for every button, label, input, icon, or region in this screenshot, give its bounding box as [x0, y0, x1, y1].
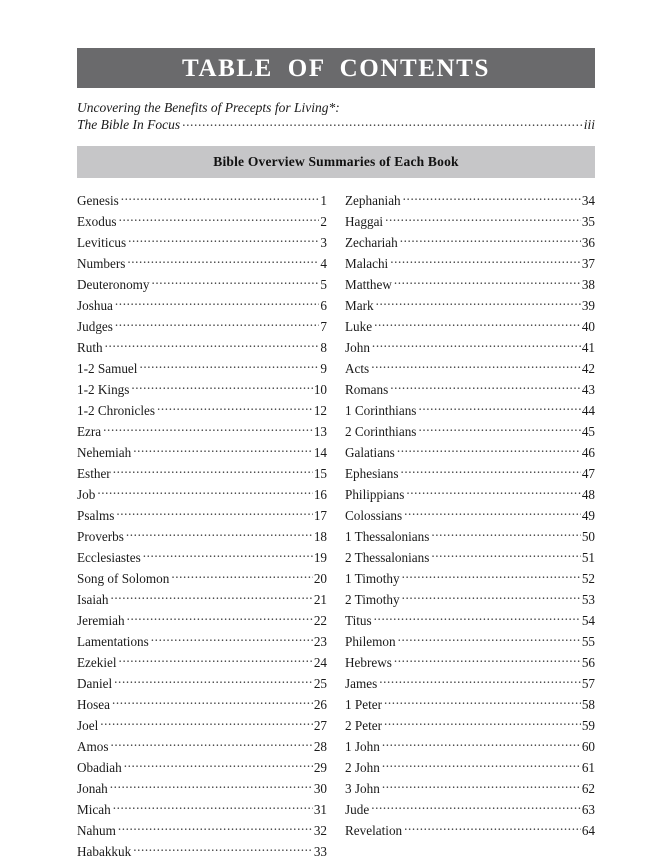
toc-entry[interactable] [77, 295, 327, 316]
toc-entry-title: 2 Corinthians [345, 424, 417, 439]
dot-leader [124, 759, 313, 772]
toc-entry[interactable] [345, 736, 595, 757]
toc-entry-title: 1 Thessalonians [345, 529, 430, 544]
toc-entry[interactable] [345, 316, 595, 337]
toc-entry-page-number: 24 [313, 655, 327, 670]
dot-leader [400, 234, 581, 247]
toc-entry-title: Ephesians [345, 466, 399, 481]
toc-entry-page-number: 61 [581, 760, 595, 775]
toc-entry-page-number: 38 [581, 277, 595, 292]
toc-entry-page-number: 12 [313, 403, 327, 418]
toc-entry-page-number: 6 [320, 298, 327, 313]
toc-entry[interactable] [77, 253, 327, 274]
toc-entry-page-number: 18 [313, 529, 327, 544]
dot-leader [116, 507, 312, 520]
toc-entry-page-number: 60 [581, 739, 595, 754]
toc-entry-title: Daniel [77, 676, 113, 691]
toc-columns [77, 190, 595, 862]
toc-entry[interactable] [77, 589, 327, 610]
dot-leader [121, 192, 320, 205]
toc-entry[interactable] [77, 463, 327, 484]
toc-entry-page-number: 49 [581, 508, 595, 523]
dot-leader [390, 381, 581, 394]
toc-entry[interactable] [345, 652, 595, 673]
toc-entry[interactable] [77, 610, 327, 631]
toc-entry[interactable] [345, 358, 595, 379]
dot-leader [133, 444, 313, 457]
dot-leader [127, 612, 313, 625]
dot-leader [404, 507, 581, 520]
toc-entry[interactable] [345, 505, 595, 526]
dot-leader [431, 549, 580, 562]
toc-entry-page-number: 9 [320, 361, 327, 376]
toc-entry-title: 1-2 Samuel [77, 361, 138, 376]
toc-entry-title: Isaiah [77, 592, 109, 607]
dot-leader [406, 486, 580, 499]
toc-entry-title: Matthew [345, 277, 392, 292]
dot-leader [400, 465, 580, 478]
dot-leader [112, 696, 313, 709]
toc-entry-title: Joshua [77, 298, 113, 313]
toc-entry[interactable] [345, 568, 595, 589]
toc-entry-title: Genesis [77, 193, 119, 208]
dot-leader [371, 801, 581, 814]
toc-entry-title: Jeremiah [77, 613, 125, 628]
toc-entry[interactable] [77, 652, 327, 673]
toc-entry-title: Hebrews [345, 655, 392, 670]
toc-entry-page-number: 19 [313, 550, 327, 565]
toc-entry[interactable] [345, 442, 595, 463]
toc-entry[interactable] [345, 694, 595, 715]
toc-entry[interactable] [345, 673, 595, 694]
toc-entry-page-number: 16 [313, 487, 327, 502]
dot-leader [374, 612, 581, 625]
dot-leader [143, 549, 313, 562]
section-header-title: Bible Overview Summaries of Each Book [213, 154, 459, 169]
toc-entry-title: Colossians [345, 508, 403, 523]
toc-entry-page-number: 30 [313, 781, 327, 796]
dot-leader [390, 255, 581, 268]
toc-entry[interactable] [345, 526, 595, 547]
toc-entry-page-number: 43 [581, 382, 595, 397]
toc-entry-title: Acts [345, 361, 370, 376]
toc-entry[interactable] [77, 547, 327, 568]
toc-entry-title: Habakkuk [77, 844, 132, 859]
toc-entry[interactable] [345, 337, 595, 358]
toc-entry-title: 2 John [345, 760, 380, 775]
toc-entry-title: Esther [77, 466, 111, 481]
dot-leader [371, 360, 581, 373]
toc-entry[interactable] [77, 526, 327, 547]
toc-left-column [77, 190, 327, 862]
dot-leader [382, 738, 581, 751]
toc-entry-title: Titus [345, 613, 372, 628]
toc-entry-title: 2 Peter [345, 718, 382, 733]
toc-entry-title: 2 Timothy [345, 592, 400, 607]
toc-entry-title: Philemon [345, 634, 396, 649]
toc-entry[interactable] [77, 736, 327, 757]
toc-entry-page-number: 55 [581, 634, 595, 649]
toc-entry-page-number: 34 [581, 193, 595, 208]
dot-leader [126, 528, 313, 541]
toc-entry[interactable] [77, 358, 327, 379]
dot-leader [115, 318, 320, 331]
toc-entry-title: 1 Corinthians [345, 403, 417, 418]
toc-entry-title: Zephaniah [345, 193, 401, 208]
toc-entry[interactable] [77, 715, 327, 736]
toc-entry-page-number: 23 [313, 634, 327, 649]
front-matter-line-2-row[interactable] [77, 116, 595, 133]
dot-leader [397, 444, 581, 457]
toc-entry-page-number: 21 [313, 592, 327, 607]
toc-entry[interactable] [77, 442, 327, 463]
toc-entry-page-number: 37 [581, 256, 595, 271]
page-title-bar [77, 48, 595, 88]
dot-leader [379, 675, 581, 688]
toc-entry[interactable] [345, 715, 595, 736]
toc-right-column [345, 190, 595, 862]
toc-entry-title: Nehemiah [77, 445, 132, 460]
toc-entry-title: 1-2 Chronicles [77, 403, 156, 418]
dot-leader [115, 297, 320, 310]
toc-entry-page-number: 39 [581, 298, 595, 313]
toc-entry-title: 3 John [345, 781, 380, 796]
toc-entry-title: Nahum [77, 823, 116, 838]
toc-entry[interactable] [345, 274, 595, 295]
dot-leader [404, 822, 581, 835]
toc-entry[interactable] [345, 484, 595, 505]
dot-leader [182, 116, 583, 129]
toc-entry-page-number: 58 [581, 697, 595, 712]
toc-entry-page-number: 7 [320, 319, 327, 334]
toc-entry-title: 1 Peter [345, 697, 382, 712]
toc-entry-page-number: 48 [581, 487, 595, 502]
toc-entry-title: Ruth [77, 340, 103, 355]
toc-entry[interactable] [77, 778, 327, 799]
dot-leader [127, 255, 319, 268]
front-matter-line-1: Uncovering the Benefits of Precepts for Living*: [77, 100, 340, 115]
toc-entry[interactable] [77, 316, 327, 337]
dot-leader [110, 780, 313, 793]
toc-entry[interactable] [345, 190, 595, 211]
toc-entry[interactable] [345, 610, 595, 631]
toc-entry-page-number: 57 [581, 676, 595, 691]
dot-leader [418, 402, 580, 415]
dot-leader [119, 213, 320, 226]
toc-entry-page-number: 44 [581, 403, 595, 418]
dot-leader [403, 192, 581, 205]
toc-entry[interactable] [345, 757, 595, 778]
toc-entry-page-number: 51 [581, 550, 595, 565]
toc-entry-title: Ecclesiastes [77, 550, 141, 565]
dot-leader [384, 717, 581, 730]
toc-entry-page-number: 8 [320, 340, 327, 355]
toc-entry-page-number: 20 [313, 571, 327, 586]
toc-entry[interactable] [345, 631, 595, 652]
dot-leader [113, 801, 313, 814]
toc-entry-page-number: 26 [313, 697, 327, 712]
toc-entry[interactable] [77, 757, 327, 778]
dot-leader [139, 360, 319, 373]
toc-entry[interactable] [77, 421, 327, 442]
toc-entry[interactable] [345, 379, 595, 400]
toc-entry-page-number: 56 [581, 655, 595, 670]
toc-entry[interactable] [345, 295, 595, 316]
toc-entry[interactable] [77, 400, 327, 421]
toc-entry[interactable] [77, 568, 327, 589]
toc-entry[interactable] [345, 820, 595, 841]
toc-entry-title: Deuteronomy [77, 277, 150, 292]
toc-entry-title: Galatians [345, 445, 395, 460]
toc-entry-page-number: 52 [581, 571, 595, 586]
toc-entry[interactable] [77, 484, 327, 505]
toc-entry[interactable] [77, 337, 327, 358]
toc-entry-page-number: 31 [313, 802, 327, 817]
toc-entry[interactable] [77, 799, 327, 820]
toc-entry-page-number: 15 [313, 466, 327, 481]
toc-entry[interactable] [77, 505, 327, 526]
toc-entry-page-number: 63 [581, 802, 595, 817]
toc-entry[interactable] [77, 673, 327, 694]
toc-entry[interactable] [77, 631, 327, 652]
dot-leader [394, 654, 581, 667]
section-header-bar [77, 146, 595, 178]
toc-entry[interactable] [345, 778, 595, 799]
front-matter-line-2: The Bible In Focus [77, 117, 181, 132]
dot-leader [131, 381, 312, 394]
dot-leader [372, 339, 581, 352]
toc-entry-page-number: 32 [313, 823, 327, 838]
toc-entry-page-number: 50 [581, 529, 595, 544]
toc-entry-title: Haggai [345, 214, 384, 229]
toc-entry[interactable] [77, 232, 327, 253]
toc-entry[interactable] [345, 211, 595, 232]
dot-leader [431, 528, 580, 541]
toc-entry-title: John [345, 340, 370, 355]
dot-leader [385, 213, 581, 226]
toc-entry-title: Ezra [77, 424, 102, 439]
dot-leader [113, 465, 313, 478]
toc-entry-page-number: 40 [581, 319, 595, 334]
toc-entry[interactable] [345, 547, 595, 568]
toc-entry-title: Hosea [77, 697, 110, 712]
toc-entry[interactable] [345, 421, 595, 442]
dot-leader [402, 570, 581, 583]
page-title: TABLE OF CONTENTS [182, 54, 490, 82]
toc-entry-page-number: 25 [313, 676, 327, 691]
toc-entry[interactable] [345, 799, 595, 820]
toc-entry-title: Proverbs [77, 529, 124, 544]
toc-entry-title: Luke [345, 319, 373, 334]
dot-leader [152, 276, 320, 289]
toc-entry-page-number: 64 [581, 823, 595, 838]
toc-entry-title: Revelation [345, 823, 403, 838]
toc-entry-page-number: 2 [320, 214, 327, 229]
toc-entry-title: Song of Solomon [77, 571, 170, 586]
toc-entry-title: Ezekiel [77, 655, 117, 670]
toc-entry-page-number: 29 [313, 760, 327, 775]
dot-leader [119, 654, 313, 667]
dot-leader [382, 759, 581, 772]
dot-leader [394, 276, 581, 289]
dot-leader [418, 423, 580, 436]
toc-entry-page-number: 54 [581, 613, 595, 628]
toc-entry-page-number: 36 [581, 235, 595, 250]
toc-entry-page-number: 46 [581, 445, 595, 460]
toc-entry-page-number: 45 [581, 424, 595, 439]
dot-leader [133, 843, 313, 856]
toc-entry-page-number: 41 [581, 340, 595, 355]
toc-entry-title: Lamentations [77, 634, 149, 649]
toc-entry-page-number: 33 [313, 844, 327, 859]
toc-entry-title: Zechariah [345, 235, 398, 250]
toc-entry-title: Micah [77, 802, 111, 817]
toc-entry-page-number: 4 [320, 256, 327, 271]
toc-entry[interactable] [77, 190, 327, 211]
toc-entry-page-number: 47 [581, 466, 595, 481]
toc-entry[interactable] [345, 589, 595, 610]
toc-entry-page-number: 10 [313, 382, 327, 397]
dot-leader [382, 780, 581, 793]
toc-entry-page-number: 59 [581, 718, 595, 733]
toc-entry-title: Malachi [345, 256, 389, 271]
toc-entry-page-number: 27 [313, 718, 327, 733]
front-matter-page-number: iii [583, 117, 595, 132]
toc-entry[interactable] [77, 274, 327, 295]
toc-entry-page-number: 1 [320, 193, 327, 208]
toc-entry-title: Job [77, 487, 96, 502]
toc-entry-page-number: 35 [581, 214, 595, 229]
dot-leader [97, 486, 312, 499]
toc-entry-title: Exodus [77, 214, 117, 229]
toc-entry[interactable] [345, 400, 595, 421]
dot-leader [100, 717, 313, 730]
toc-entry-title: Philippians [345, 487, 405, 502]
dot-leader [105, 339, 320, 352]
toc-entry-page-number: 62 [581, 781, 595, 796]
toc-entry[interactable] [77, 694, 327, 715]
dot-leader [151, 633, 313, 646]
dot-leader [384, 696, 581, 709]
toc-entry-title: Amos [77, 739, 109, 754]
toc-entry-title: Obadiah [77, 760, 122, 775]
toc-entry[interactable] [77, 211, 327, 232]
toc-entry-title: 1-2 Kings [77, 382, 130, 397]
toc-entry-title: Jude [345, 802, 370, 817]
dot-leader [398, 633, 581, 646]
toc-entry-title: Judges [77, 319, 113, 334]
toc-entry-page-number: 17 [313, 508, 327, 523]
toc-entry-page-number: 14 [313, 445, 327, 460]
toc-entry-title: 1 Timothy [345, 571, 400, 586]
toc-entry-page-number: 3 [320, 235, 327, 250]
dot-leader [402, 591, 581, 604]
toc-entry-page-number: 5 [320, 277, 327, 292]
toc-entry-title: Psalms [77, 508, 115, 523]
toc-entry-page-number: 28 [313, 739, 327, 754]
toc-entry-title: Leviticus [77, 235, 127, 250]
toc-entry-title: 1 John [345, 739, 380, 754]
toc-entry-page-number: 42 [581, 361, 595, 376]
toc-entry-title: Mark [345, 298, 374, 313]
dot-leader [376, 297, 581, 310]
dot-leader [118, 822, 313, 835]
dot-leader [128, 234, 319, 247]
toc-entry-title: Romans [345, 382, 389, 397]
toc-entry-title: Numbers [77, 256, 126, 271]
front-matter-entry [77, 99, 595, 133]
dot-leader [103, 423, 313, 436]
dot-leader [157, 402, 313, 415]
dot-leader [111, 738, 313, 751]
toc-entry[interactable] [77, 820, 327, 841]
toc-entry[interactable] [345, 232, 595, 253]
toc-entry[interactable] [77, 841, 327, 862]
toc-entry-page-number: 22 [313, 613, 327, 628]
toc-entry-title: Jonah [77, 781, 108, 796]
toc-entry-page-number: 53 [581, 592, 595, 607]
dot-leader [374, 318, 581, 331]
toc-entry-page-number: 13 [313, 424, 327, 439]
dot-leader [171, 570, 312, 583]
toc-entry[interactable] [345, 463, 595, 484]
dot-leader [114, 675, 313, 688]
toc-entry-title: Joel [77, 718, 99, 733]
toc-entry[interactable] [77, 379, 327, 400]
toc-entry-title: James [345, 676, 378, 691]
toc-entry[interactable] [345, 253, 595, 274]
toc-entry-title: 2 Thessalonians [345, 550, 430, 565]
dot-leader [111, 591, 313, 604]
